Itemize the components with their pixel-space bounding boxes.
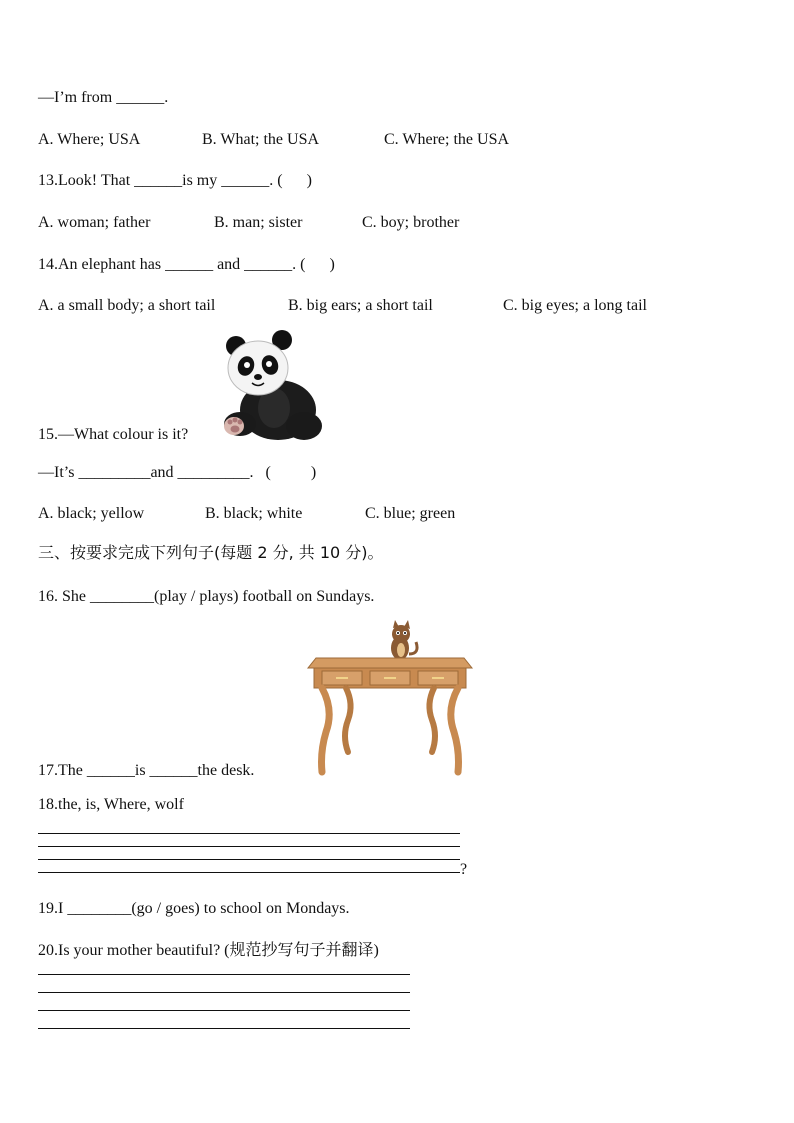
q14-option-c: C. big eyes; a long tail <box>503 297 647 314</box>
q16-stem: 16. She ________(play / plays) football on Sundays. <box>38 588 375 605</box>
q12-option-b: B. What; the USA <box>202 131 320 148</box>
q13-option-c: C. boy; brother <box>362 214 460 231</box>
q20-writing-line <box>38 974 410 975</box>
q12-option-c: C. Where; the USA <box>384 131 510 148</box>
q18-question-mark: ? <box>460 861 468 878</box>
q14-stem: 14.An elephant has ______ and ______. ( ) <box>38 256 335 273</box>
q19-stem: 19.I ________(go / goes) to school on Mondays. <box>38 900 350 917</box>
q17-stem: 17.The ______is ______the desk. <box>38 762 255 779</box>
q20-stem: 20.Is your mother beautiful? (规范抄写句子并翻译) <box>38 942 379 959</box>
q20-writing-line <box>38 1010 410 1011</box>
section-3-heading: 三、按要求完成下列句子(每题 2 分, 共 10 分)。 <box>38 543 384 562</box>
q20-writing-line <box>38 992 410 993</box>
q18-writing-line <box>38 846 460 847</box>
q18-writing-line <box>38 833 460 834</box>
q18-writing-line <box>38 872 460 873</box>
q18-writing-line <box>38 859 460 860</box>
desk-with-cat-icon <box>306 620 474 776</box>
panda-illustration <box>218 330 324 442</box>
q13-option-b: B. man; sister <box>214 214 303 231</box>
q13-stem: 13.Look! That ______is my ______. ( ) <box>38 172 312 189</box>
desk-illustration <box>306 620 474 776</box>
cat-icon <box>391 620 417 662</box>
q12-option-a: A. Where; USA <box>38 131 141 148</box>
q15-answer-line: —It’s _________and _________. ( ) <box>38 464 317 481</box>
q15-option-a: A. black; yellow <box>38 505 145 522</box>
q14-option-b: B. big ears; a short tail <box>288 297 433 314</box>
q18-stem: 18.the, is, Where, wolf <box>38 796 184 813</box>
q15-option-b: B. black; white <box>205 505 303 522</box>
q13-option-a: A. woman; father <box>38 214 151 231</box>
panda-icon <box>218 330 324 442</box>
q20-writing-line <box>38 1028 410 1029</box>
q15-option-c: C. blue; green <box>365 505 456 522</box>
q12-answer-line: —I’m from ______. <box>38 89 169 106</box>
q15-stem: 15.—What colour is it? <box>38 426 189 443</box>
q14-option-a: A. a small body; a short tail <box>38 297 216 314</box>
